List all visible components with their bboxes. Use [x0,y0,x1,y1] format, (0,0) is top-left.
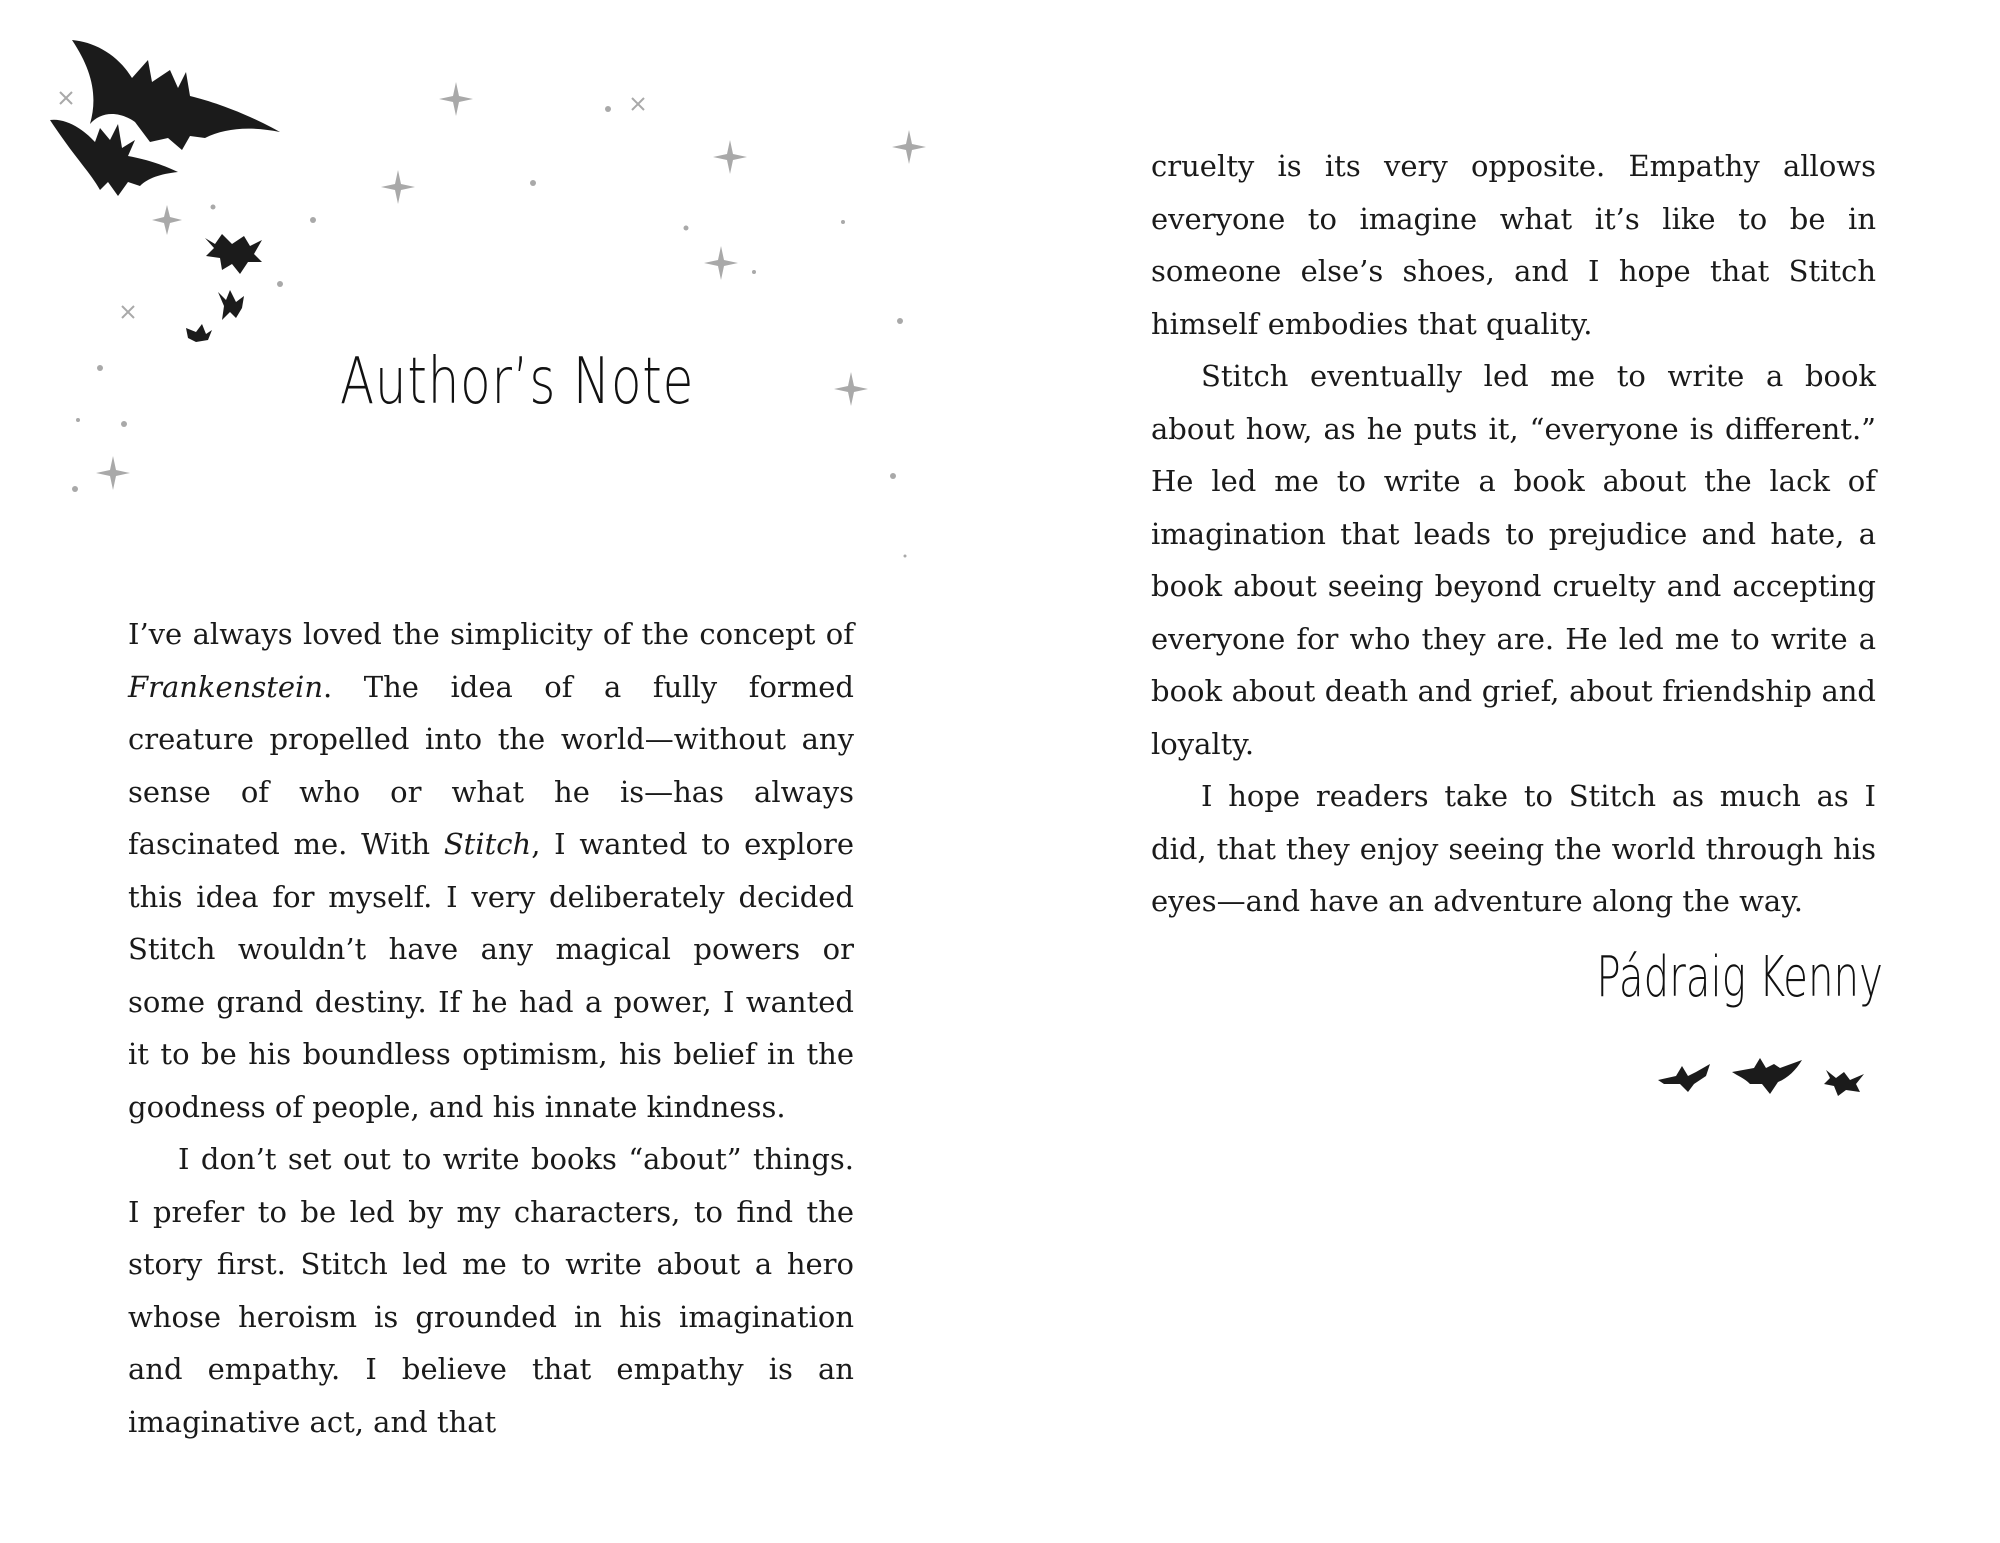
sparkle-star-icon [152,205,182,235]
book-title-italic: Frankenstein [128,669,324,704]
right-page [1000,0,2000,1543]
sparkle-star-icon [704,246,738,280]
left-column-text [128,608,854,1448]
bat-icon [218,290,244,320]
sparkle-star-icon [713,140,747,174]
bat-icon [1732,1058,1802,1094]
book-title-italic: Stitch [443,827,532,861]
author-signature: Pádraig Kenny [1596,945,1883,1010]
page-title: Author’s Note [340,345,695,419]
bat-icon [1658,1064,1710,1092]
x-mark-icon [60,92,72,104]
text-run: . The idea of a fully formed creature propelled into the world—without any sense of who or what he is—has always fascinated me. With [128,669,854,861]
x-mark-icon [122,306,134,318]
sparkle-star-icon [892,130,926,164]
paragraph: I hope readers take to Stitch as much as I did, that they enjoy seeing the world through his eyes—and have an adventure along the way. [1151,779,1876,918]
text-run: , I wanted to explore this idea for myself. I very deliberately decided Stitch wouldn’t have any magical powers or some grand destiny. If he had a power, I wanted it to be his boundless optimism, his belief in the goodness of people, and his innate kindness. [128,827,854,1124]
paragraph [128,608,854,1133]
sparkle-star-icon [96,456,130,490]
text-run: I’ve always loved the simplicity of the concept of [128,617,854,651]
x-mark-icon [632,98,644,110]
sparkle-star-icon [834,372,868,406]
paragraph: I don’t set out to write books “about” things. I prefer to be led by my characters, to find the story first. Stitch led me to write about a hero whose heroism is grounded in his imagination and empathy. I believe that empathy is an imaginative act, and that [128,1142,854,1439]
right-column-text [1151,140,1876,928]
bat-icon [205,234,262,274]
bat-icon [186,324,212,342]
sparkle-star-icon [439,82,473,116]
paragraph: Stitch eventually led me to write a book about how, as he puts it, “everyone is different.” He led me to write a book about the lack of imagination that leads to prejudice and hate, a book about seeing beyond cruelty and accepting everyone for who they are. He led me to write a book about death and grief, about friendship and loyalty. [1151,359,1876,761]
bat-icon [1824,1070,1864,1096]
sparkle-star-icon [381,170,415,204]
bats-and-stars-decoration [0,0,1000,600]
signature-bats-decoration [1650,1050,1900,1110]
paragraph: cruelty is its very opposite. Empathy allows everyone to imagine what it’s like to be in someone else’s shoes, and I hope that Stitch himself embodies that quality. [1151,149,1876,341]
